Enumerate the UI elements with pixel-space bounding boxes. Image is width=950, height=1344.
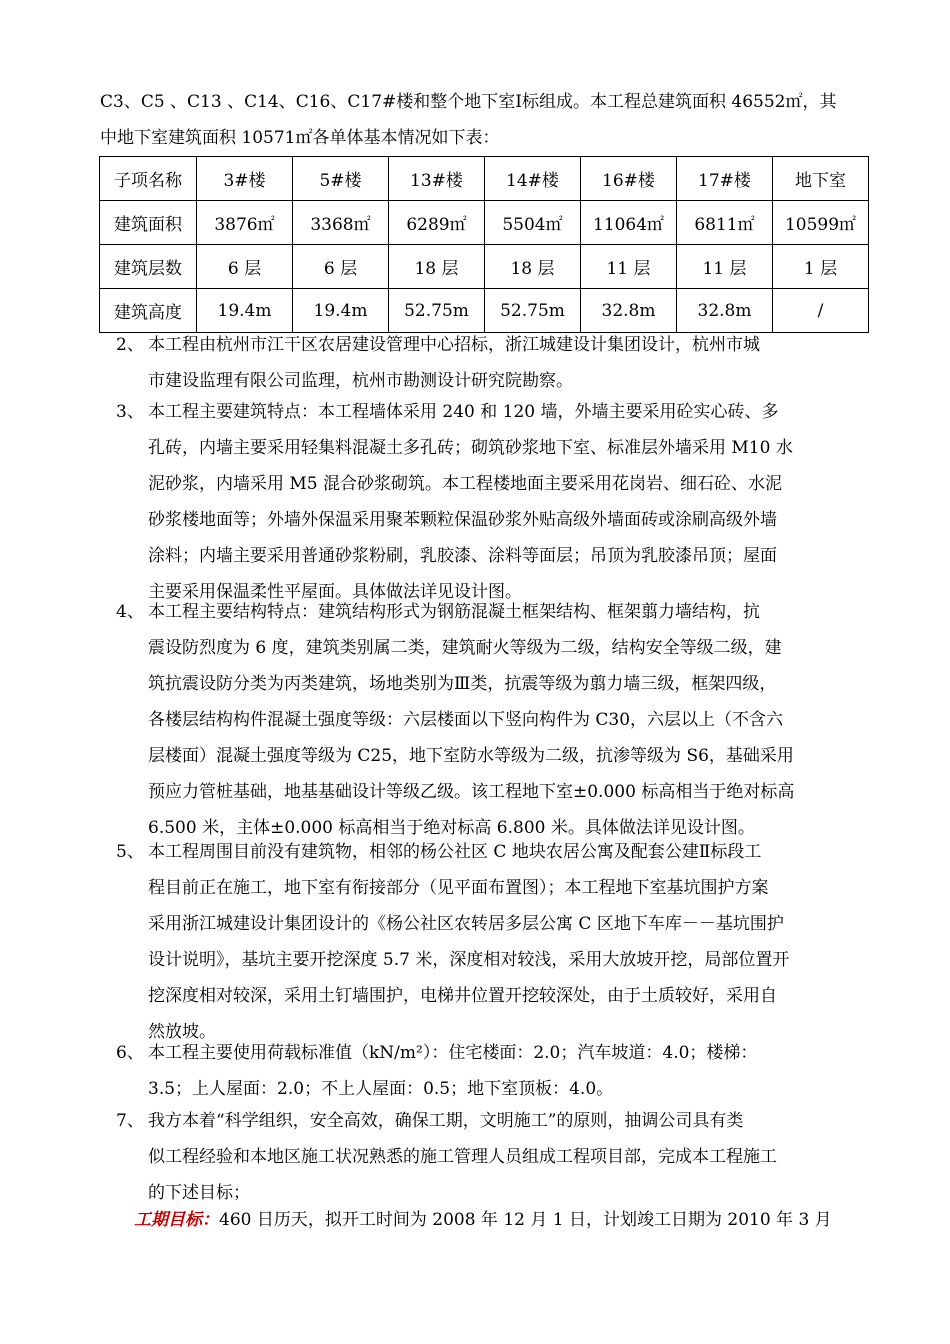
table-cell: 10599㎡ [773, 201, 869, 245]
table-header-cell: 14#楼 [485, 157, 581, 201]
item-number: 5、 [116, 842, 144, 862]
intro-line-1: C3、C5 、C13 、C14、C16、C17#楼和整个地下室Ⅰ标组成。本工程总建筑面积 46552㎡，其 [100, 92, 837, 112]
item-line: 泥砂浆，内墙采用 M5 混合砂浆砌筑。本工程楼地面主要采用花岗岩、细石砼、水泥 [148, 474, 783, 494]
table-row [100, 245, 869, 289]
item-text [148, 1103, 868, 1211]
table-row [100, 201, 869, 245]
item-line: 砂浆楼地面等；外墙外保温采用聚苯颗粒保温砂浆外贴高级外墙面砖或涂刷高级外墙 [148, 510, 777, 530]
table-cell: 11 层 [581, 245, 677, 289]
item-text [148, 594, 868, 846]
item-line: 主要采用保温柔性平屋面。具体做法详见设计图。 [148, 582, 522, 602]
table-cell: 11 层 [677, 245, 773, 289]
table-cell: 6289㎡ [389, 201, 485, 245]
table-cell: 32.8m [581, 289, 677, 333]
table-cell: 32.8m [677, 289, 773, 333]
table-header-cell: 地下室 [773, 157, 869, 201]
table-cell: 52.75m [485, 289, 581, 333]
table-cell: 6 层 [197, 245, 293, 289]
item-number: 4、 [116, 602, 144, 622]
item-line: 似工程经验和本地区施工状况熟悉的施工管理人员组成工程项目部，完成本工程施工 [148, 1147, 777, 1167]
item-line: 我方本着“科学组织，安全高效，确保工期，文明施工”的原则，抽调公司具有类 [148, 1111, 744, 1131]
table-cell: 6 层 [293, 245, 389, 289]
table-header-cell: 13#楼 [389, 157, 485, 201]
item-number: 2、 [116, 335, 144, 355]
table-header-cell: 3#楼 [197, 157, 293, 201]
table-header-row [100, 157, 869, 201]
item-text [148, 1035, 868, 1107]
item-line: 涂料；内墙主要采用普通砂浆粉刷，乳胶漆、涂料等面层；吊顶为乳胶漆吊顶；屋面 [148, 546, 777, 566]
item-line: 预应力管桩基础，地基基础设计等级乙级。该工程地下室±0.000 标高相当于绝对标高 [148, 782, 795, 802]
item-line: 本工程主要结构特点：建筑结构形式为钢筋混凝土框架结构、框架翦力墙结构，抗 [148, 602, 760, 622]
table-cell: / [773, 289, 869, 333]
item-line: 孔砖，内墙主要采用轻集料混凝土多孔砖；砌筑砂浆地下室、标准层外墙采用 M10 水 [148, 438, 793, 458]
item-number: 6、 [116, 1043, 144, 1063]
table-cell: 18 层 [389, 245, 485, 289]
schedule-goal-text: 460 日历天，拟开工时间为 2008 年 12 月 1 日，计划竣工日期为 2010 年 3 月 [219, 1210, 832, 1230]
item-line: 筑抗震设防分类为丙类建筑，场地类别为Ⅲ类，抗震等级为翦力墙三级，框架四级， [148, 674, 777, 694]
item-line: 然放坡。 [148, 1022, 216, 1042]
item-line: 设计说明》，基坑主要开挖深度 5.7 米，深度相对较浅，采用大放坡开挖，局部位置开 [148, 950, 790, 970]
table-cell: 6811㎡ [677, 201, 773, 245]
item-line: 本工程由杭州市江干区农居建设管理中心招标，浙江城建设计集团设计，杭州市城 [148, 335, 760, 355]
table-cell: 1 层 [773, 245, 869, 289]
item-number: 7、 [116, 1111, 144, 1131]
item-text [148, 834, 868, 1050]
intro-line-2: 中地下室建筑面积 10571㎡各单体基本情况如下表： [100, 128, 500, 148]
item-line: 的下述目标； [148, 1183, 250, 1203]
table-header-cell: 16#楼 [581, 157, 677, 201]
item-number: 3、 [116, 402, 144, 422]
item-line: 震设防烈度为 6 度，建筑类别属二类，建筑耐火等级为二级，结构安全等级二级，建 [148, 638, 782, 658]
table-cell: 5504㎡ [485, 201, 581, 245]
table-cell: 建筑面积 [100, 201, 197, 245]
table-row [100, 289, 869, 333]
table-header-cell: 子项名称 [100, 157, 197, 201]
item-line: 本工程主要使用荷载标准值（kN/m²）：住宅楼面：2.0；汽车坡道：4.0；楼梯： [148, 1043, 758, 1063]
item-line: 6.500 米，主体±0.000 标高相当于绝对标高 6.800 米。具体做法详见设计图。 [148, 818, 755, 838]
item-text [148, 394, 868, 610]
item-line: 3.5；上人屋面：2.0；不上人屋面：0.5；地下室顶板：4.0。 [148, 1079, 614, 1099]
table-cell: 建筑层数 [100, 245, 197, 289]
table-cell: 11064㎡ [581, 201, 677, 245]
table-cell: 建筑高度 [100, 289, 197, 333]
table-cell: 18 层 [485, 245, 581, 289]
table-header-cell: 5#楼 [293, 157, 389, 201]
item-line: 程目前正在施工，地下室有衔接部分（见平面布置图）；本工程地下室基坑围护方案 [148, 878, 769, 898]
schedule-goal-label: 工期目标： [134, 1210, 219, 1230]
item-line: 本工程主要建筑特点：本工程墙体采用 240 和 120 墙，外墙主要采用砼实心砖、多 [148, 402, 779, 422]
item-line: 各楼层结构构件混凝土强度等级：六层楼面以下竖向构件为 C30，六层以上（不含六 [148, 710, 784, 730]
item-text [148, 327, 868, 399]
item-line: 挖深度相对较深，采用土钉墙围护，电梯井位置开挖较深处，由于土质较好，采用自 [148, 986, 777, 1006]
table-cell: 3876㎡ [197, 201, 293, 245]
item-line: 市建设监理有限公司监理，杭州市勘测设计研究院勘察。 [148, 371, 573, 391]
table-cell: 19.4m [293, 289, 389, 333]
item-line: 层楼面）混凝土强度等级为 C25，地下室防水等级为二级，抗渗等级为 S6，基础采用 [148, 746, 794, 766]
item-line: 采用浙江城建设计集团设计的《杨公社区农转居多层公寓 C 区地下车库－－基坑围护 [148, 914, 784, 934]
building-stats-table [99, 156, 869, 333]
table-header-cell: 17#楼 [677, 157, 773, 201]
schedule-goal [134, 1209, 832, 1231]
table-cell: 19.4m [197, 289, 293, 333]
item-line: 本工程周围目前没有建筑物，相邻的杨公社区 C 地块农居公寓及配套公建Ⅱ标段工 [148, 842, 762, 862]
table-cell: 52.75m [389, 289, 485, 333]
table-cell: 3368㎡ [293, 201, 389, 245]
